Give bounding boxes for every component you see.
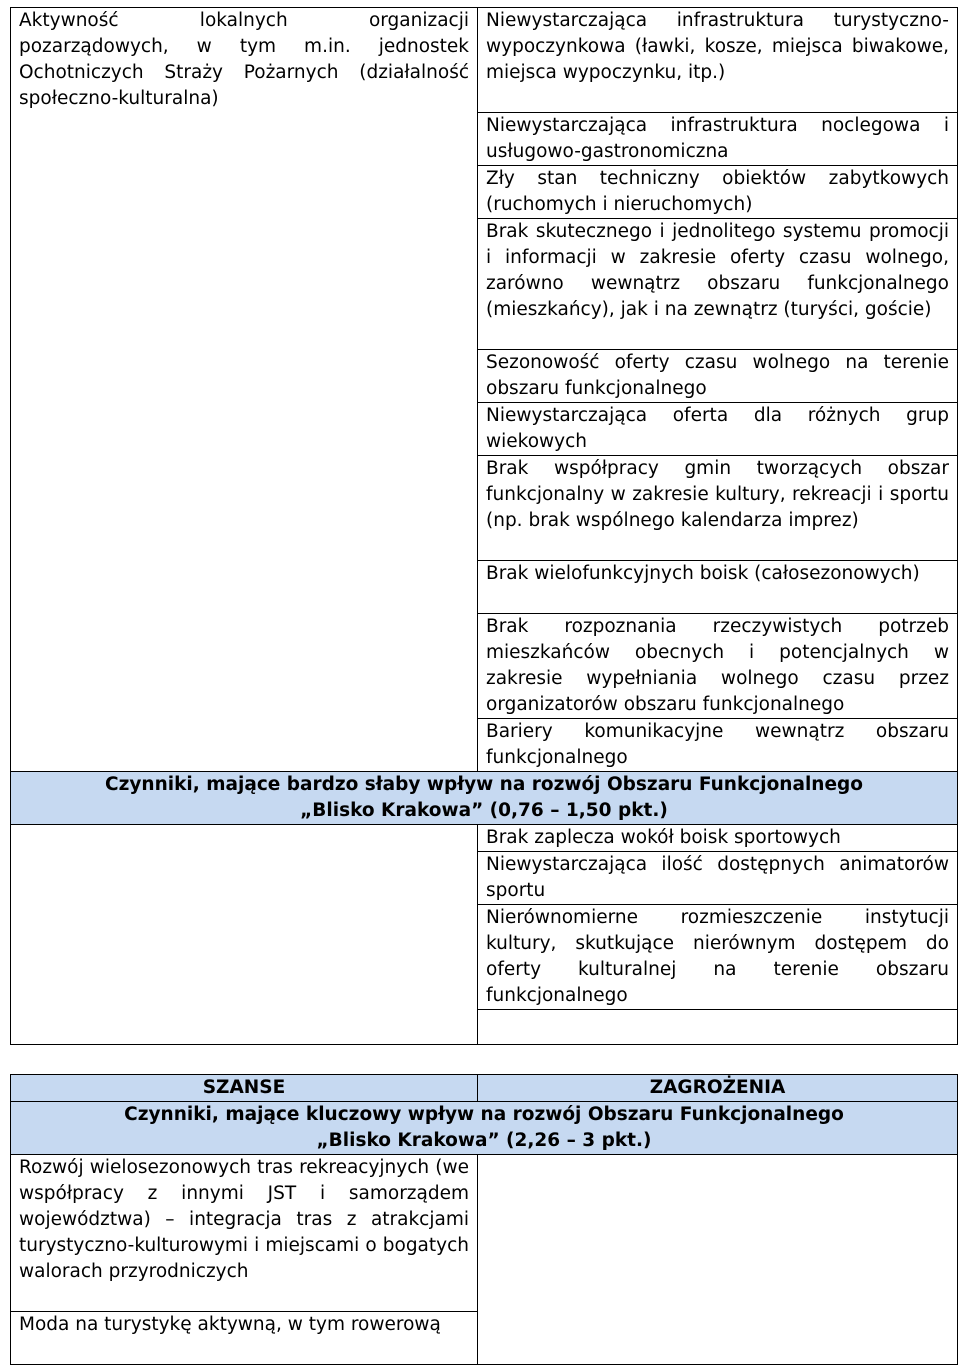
section-header-line1: Czynniki, mające kluczowy wpływ na rozwój Obszaru Funkcjonalnego xyxy=(124,1104,844,1125)
section-header-line1: Czynniki, mające bardzo słaby wpływ na rozwój Obszaru Funkcjonalnego xyxy=(105,774,863,795)
weakness-item: Bariery komunikacyjne wewnątrz obszaru funkcjonalnego xyxy=(478,719,958,772)
weakness-left-text: Aktywność lokalnych organizacji pozarządowych, w tym m.in. jednostek Ochotniczych Straży Pożarnych (działalność społeczno-kulturalna) xyxy=(19,10,469,109)
weakness-item: Niewystarczająca ilość dostępnych animatorów sportu xyxy=(478,852,958,905)
weakness-item: Brak skutecznego i jednolitego systemu promocji i informacji w zakresie oferty czasu wolnego, zarówno wewnątrz obszaru funkcjonalnego (mieszkańcy), jak i na zewnątrz (turyści, goście) xyxy=(478,219,958,350)
col-header-zagrozenia: ZAGROŻENIA xyxy=(478,1075,958,1102)
weakness-item: Niewystarczająca oferta dla różnych grup wiekowych xyxy=(478,403,958,456)
col-header-szanse: SZANSE xyxy=(11,1075,478,1102)
weakness-left-cell xyxy=(11,8,478,772)
weakness-item: Niewystarczająca infrastruktura turystyczno-wypoczynkowa (ławki, kosze, miejsca biwakowe, miejsca wypoczynku, itp.) xyxy=(478,8,958,113)
weakness-item: Niewystarczająca infrastruktura noclegowa i usługowo-gastronomiczna xyxy=(478,113,958,166)
weakness-item: Brak współpracy gmin tworzących obszar funkcjonalny w zakresie kultury, rekreacji i sportu (np. brak wspólnego kalendarza imprez) xyxy=(478,456,958,561)
weaknesses-table xyxy=(10,7,958,1045)
weakness-item: Nierównomierne rozmieszczenie instytucji kultury, skutkujące nierównym dostępem do oferty kulturalnej na terenie obszaru funkcjonalnego xyxy=(478,905,958,1010)
weakness-empty-cell xyxy=(478,1010,958,1045)
section-header-very-weak xyxy=(11,772,958,825)
weakness-item: Brak wielofunkcyjnych boisk (całosezonowych) xyxy=(478,561,958,614)
threat-empty-cell xyxy=(478,1155,958,1365)
weakness-item: Zły stan techniczny obiektów zabytkowych (ruchomych i nieruchomych) xyxy=(478,166,958,219)
opportunity-item: Rozwój wielosezonowych tras rekreacyjnych (we współpracy z innymi JST i samorządem województwa) – integracja tras z atrakcjami turystyczno-kulturowymi i miejscami o bogatych walorach przyrodniczych xyxy=(11,1155,478,1312)
section-header-line2: „Blisko Krakowa” (0,76 – 1,50 pkt.) xyxy=(300,800,668,821)
weakness-left-empty xyxy=(11,825,478,1045)
section-header-key xyxy=(11,1102,958,1155)
weakness-item: Brak zaplecza wokół boisk sportowych xyxy=(478,825,958,852)
opportunities-threats-table xyxy=(10,1074,958,1365)
opportunity-item: Moda na turystykę aktywną, w tym rowerową xyxy=(11,1312,478,1365)
section-header-line2: „Blisko Krakowa” (2,26 – 3 pkt.) xyxy=(316,1130,652,1151)
weakness-item: Brak rozpoznania rzeczywistych potrzeb mieszkańców obecnych i potencjalnych w zakresie wypełniania wolnego czasu przez organizatorów obszaru funkcjonalnego xyxy=(478,614,958,719)
weakness-item: Sezonowość oferty czasu wolnego na terenie obszaru funkcjonalnego xyxy=(478,350,958,403)
